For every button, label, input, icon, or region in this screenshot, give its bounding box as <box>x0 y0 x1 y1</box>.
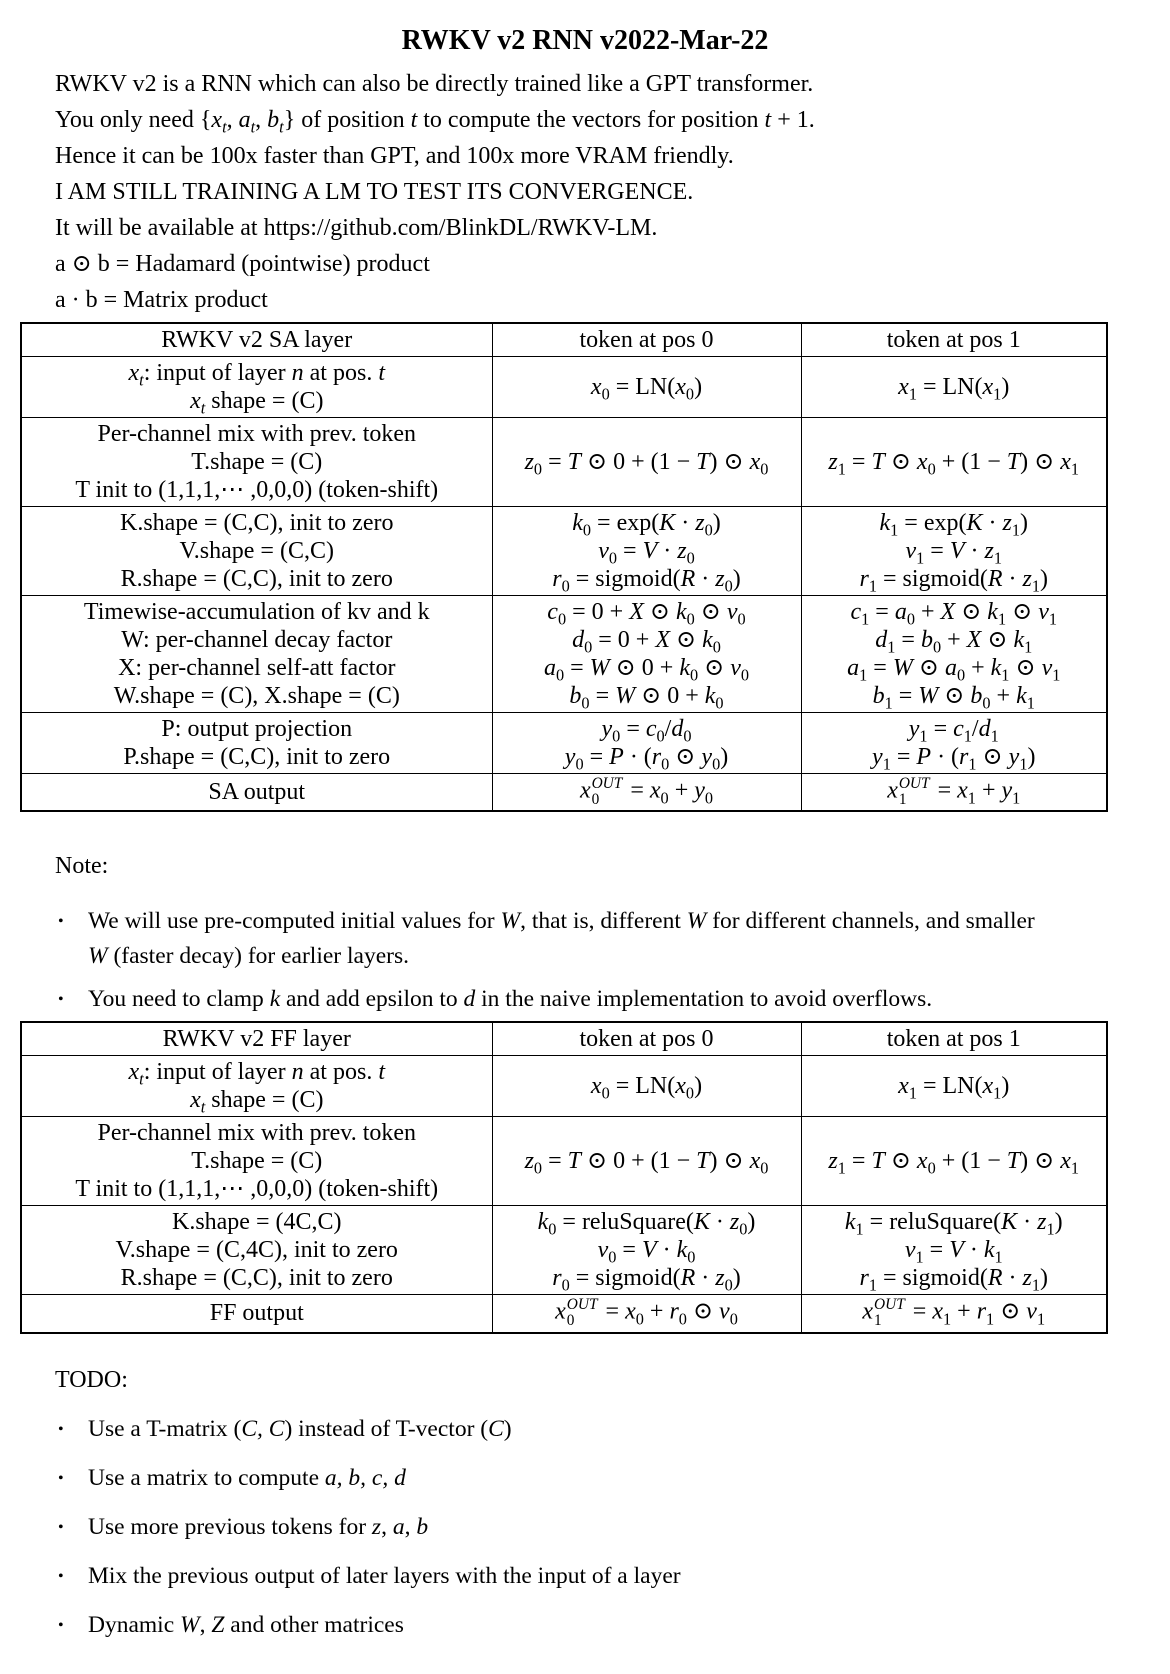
ff-header-row <box>21 1022 1107 1056</box>
note-bullet-text: You need to clamp k and add epsilon to d in the naive implementation to avoid overflows. <box>88 986 933 1013</box>
intro-line-hadamard-def: a ⊙ b = Hadamard (pointwise) product <box>55 251 430 277</box>
sa-kvr-pos1-cell: $k_1 = \exp(K \cdot z_1)$ $v_1 = V \cdot z_1$ $r_1$ = sigmoid(R · $z_1$) <box>801 507 1107 596</box>
note-bullet <box>58 982 1170 1017</box>
sa-output-pos0-cell: x OUT 0 = $x_0 + y_0$ <box>492 774 801 812</box>
todo-bullet-text: Mix the previous output of later layers with the input of a layer <box>88 1562 681 1589</box>
sa-timewise-pos1-cell: $c_1 = a_0 + X$ ⊙ $k_1$ ⊙ $v_1$ $d_1 = b_0 + X$ ⊙ $k_1$ $a_1 = W$ ⊙ $a_0 + k_1$ ⊙ $v_1$ $b_1 = W$ ⊙ $b_0 + k_1$ <box>801 596 1107 713</box>
ff-layer-table <box>20 1021 1108 1333</box>
bullet-icon: • <box>58 991 64 1009</box>
ff-output-desc-cell: FF output <box>21 1295 492 1333</box>
bullet-icon: • <box>58 913 64 931</box>
sa-projection-pos1-cell: $y_1 = c_1/d_1$ $y_1 = P \cdot (r_1$ ⊙ $y_1$) <box>801 713 1107 774</box>
ff-mix-pos0-cell: $z_0 = T$ ⊙ 0 + (1 − T) ⊙ $x_0$ <box>492 1117 801 1206</box>
ff-output-pos0-cell: x OUT 0 = $x_0 + r_0$ ⊙ $v_0$ <box>492 1295 801 1333</box>
ff-row-kvr <box>21 1206 1107 1295</box>
sa-row-input <box>21 357 1107 418</box>
sa-input-pos1-cell: $x_1 = LN(x_1)$ <box>801 357 1107 418</box>
ff-input-pos0-cell: $x_0 = LN(x_0)$ <box>492 1056 801 1117</box>
todo-bullet <box>58 1461 1170 1496</box>
sa-input-pos0-cell: $x_0 = LN(x_0)$ <box>492 357 801 418</box>
todo-bullet-list <box>58 1412 1170 1643</box>
sa-kvr-pos0-cell: $k_0 = \exp(K \cdot z_0)$ $v_0 = V \cdot z_0$ $r_0$ = sigmoid(R · $z_0$) <box>492 507 801 596</box>
todo-bullet-text: Use more previous tokens for z, a, b <box>88 1513 429 1540</box>
note-label: Note: <box>55 853 109 880</box>
bullet-icon: • <box>58 1616 64 1634</box>
intro-line: You only need {$x_t$, $a_t$, $b_t$} of position t to compute the vectors for position t + 1. <box>55 107 815 137</box>
sa-row-output <box>21 774 1107 812</box>
sa-row-token-mix <box>21 418 1107 507</box>
sa-output-pos1-cell: x OUT 1 = $x_1 + y_1$ <box>801 774 1107 812</box>
sa-header-pos0: token at pos 0 <box>492 323 801 357</box>
ff-input-pos1-cell: $x_1 = LN(x_1)$ <box>801 1056 1107 1117</box>
ff-output-pos1-cell: x OUT 1 = $x_1 + r_1$ ⊙ $v_1$ <box>801 1295 1107 1333</box>
ff-kvr-desc-cell: K.shape = (4C,C) V.shape = (C,4C), init to zero R.shape = (C,C), init to zero <box>21 1206 492 1295</box>
todo-bullet <box>58 1559 1170 1594</box>
page-title: RWKV v2 RNN v2022-Mar-22 <box>401 25 769 56</box>
sa-header-layer: RWKV v2 SA layer <box>21 323 492 357</box>
note-bullet-text: We will use pre-computed initial values for W, that is, different W for different channels, and smaller W (faster decay) for earlier layers. <box>88 908 1035 970</box>
todo-bullet <box>58 1510 1170 1545</box>
ff-input-desc-cell: $x_t$: input of layer n at pos. t $x_t$ shape = (C) <box>21 1056 492 1117</box>
todo-label: TODO: <box>55 1366 128 1393</box>
sa-mix-desc-cell: Per-channel mix with prev. token T.shape = (C) T init to (1,1,1,⋯ ,0,0,0) (token-shift) <box>21 418 492 507</box>
ff-kvr-pos0-cell: $k_0$ = reluSquare(K · $z_0$) $v_0 = V \cdot k_0$ $r_0$ = sigmoid(R · $z_0$) <box>492 1206 801 1295</box>
ff-mix-pos1-cell: $z_1 = T$ ⊙ $x_0 + (1 - T)$ ⊙ $x_1$ <box>801 1117 1107 1206</box>
todo-bullet-text: Use a T-matrix (C, C) instead of T-vector (C) <box>88 1415 512 1442</box>
todo-bullet-text: Use a matrix to compute a, b, c, d <box>88 1464 406 1491</box>
bullet-icon: • <box>58 1469 64 1487</box>
sa-header-row <box>21 323 1107 357</box>
sa-row-timewise <box>21 596 1107 713</box>
sa-header-pos1: token at pos 1 <box>801 323 1107 357</box>
sa-output-desc-cell: SA output <box>21 774 492 812</box>
note-bullet <box>58 904 1170 974</box>
sa-input-desc-cell: $x_t$: input of layer n at pos. t $x_t$ shape = (C) <box>21 357 492 418</box>
sa-timewise-pos0-cell: $c_0 = 0 + X$ ⊙ $k_0$ ⊙ $v_0$ $d_0 = 0 + X$ ⊙ $k_0$ $a_0 = W$ ⊙ $0 + k_0$ ⊙ $v_0$ $b_0 = W$ ⊙ $0 + k_0$ <box>492 596 801 713</box>
intro-line: Hence it can be 100x faster than GPT, and 100x more VRAM friendly. <box>55 143 734 169</box>
ff-header-pos1: token at pos 1 <box>801 1022 1107 1056</box>
intro-line: RWKV v2 is a RNN which can also be directly trained like a GPT transformer. <box>55 71 814 97</box>
intro-line-url: It will be available at https://github.com/BlinkDL/RWKV-LM. <box>55 215 658 241</box>
sa-mix-pos1-cell: $z_1 = T$ ⊙ $x_0 + (1 - T)$ ⊙ $x_1$ <box>801 418 1107 507</box>
bullet-icon: • <box>58 1567 64 1585</box>
sa-row-kvr <box>21 507 1107 596</box>
note-section <box>0 848 1170 1017</box>
ff-row-token-mix <box>21 1117 1107 1206</box>
todo-bullet-text: Dynamic W, Z and other matrices <box>88 1611 404 1638</box>
intro-paragraph <box>55 66 1170 318</box>
bullet-icon: • <box>58 1420 64 1438</box>
sa-timewise-desc-cell: Timewise-accumulation of kv and k W: per-channel decay factor X: per-channel self-att factor W.shape = (C), X.shape = (C) <box>21 596 492 713</box>
intro-line: I AM STILL TRAINING A LM TO TEST ITS CONVERGENCE. <box>55 179 694 205</box>
sa-mix-pos0-cell: $z_0 = T$ ⊙ 0 + (1 − T) ⊙ $x_0$ <box>492 418 801 507</box>
ff-header-layer: RWKV v2 FF layer <box>21 1022 492 1056</box>
ff-header-pos0: token at pos 0 <box>492 1022 801 1056</box>
sa-projection-pos0-cell: $y_0 = c_0/d_0$ $y_0 = P \cdot (r_0$ ⊙ $y_0$) <box>492 713 801 774</box>
ff-row-output <box>21 1295 1107 1333</box>
note-bullet-list <box>58 904 1170 1017</box>
ff-kvr-pos1-cell: $k_1$ = reluSquare(K · $z_1$) $v_1 = V \cdot k_1$ $r_1$ = sigmoid(R · $z_1$) <box>801 1206 1107 1295</box>
sa-projection-desc-cell: P: output projection P.shape = (C,C), init to zero <box>21 713 492 774</box>
sa-kvr-desc-cell: K.shape = (C,C), init to zero V.shape = (C,C) R.shape = (C,C), init to zero <box>21 507 492 596</box>
todo-bullet <box>58 1412 1170 1447</box>
ff-mix-desc-cell: Per-channel mix with prev. token T.shape = (C) T init to (1,1,1,⋯ ,0,0,0) (token-shift) <box>21 1117 492 1206</box>
bullet-icon: • <box>58 1518 64 1536</box>
sa-layer-table <box>20 322 1108 812</box>
intro-line-matrix-def: a · b = Matrix product <box>55 287 268 313</box>
ff-row-input <box>21 1056 1107 1117</box>
todo-section <box>0 1362 1170 1643</box>
todo-bullet <box>58 1608 1170 1643</box>
sa-row-projection <box>21 713 1107 774</box>
